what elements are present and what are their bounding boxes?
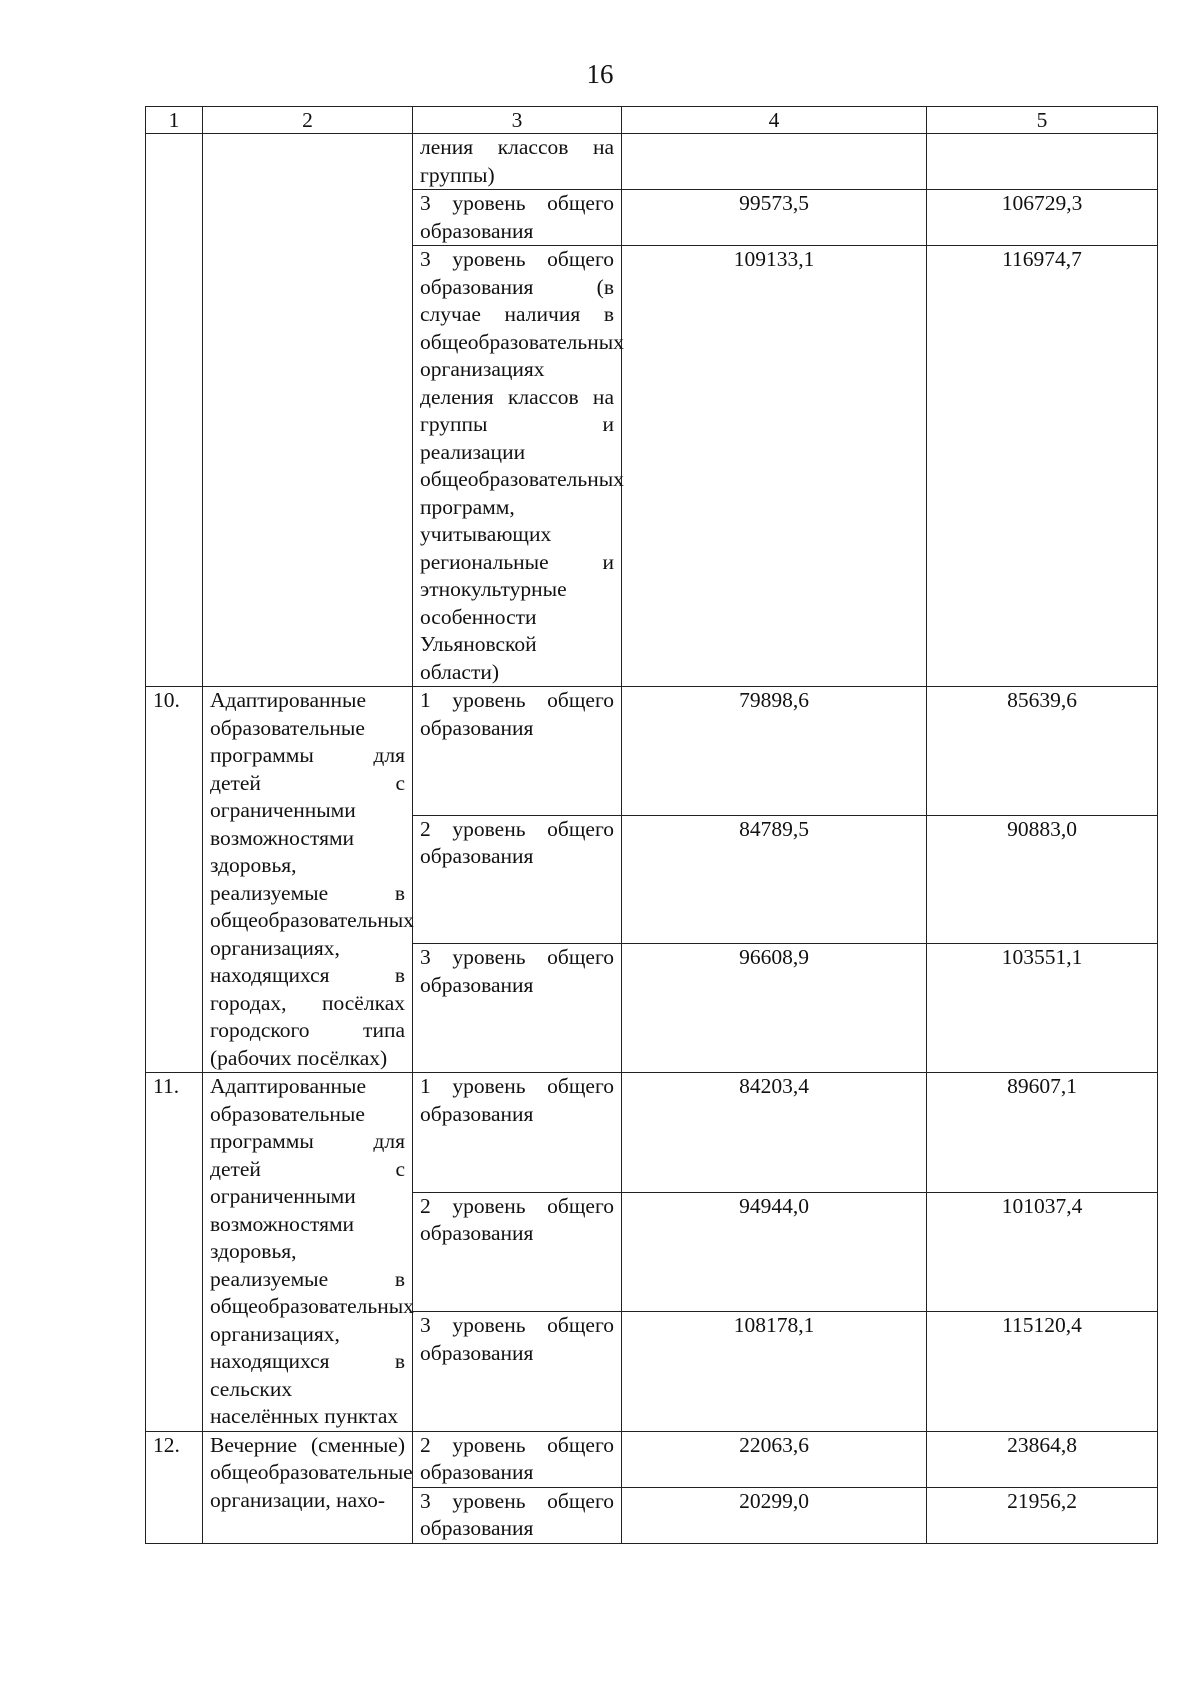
value-col4-cell: 109133,1 bbox=[622, 246, 927, 687]
value-col4-cell: 108178,1 bbox=[622, 1312, 927, 1432]
row-number-cell: 10. bbox=[146, 687, 203, 1073]
level-cell: 2 уровень общего образования bbox=[413, 815, 622, 944]
program-cell bbox=[203, 134, 413, 687]
value-col5-cell: 116974,7 bbox=[927, 246, 1158, 687]
level-cell: 3 уровень общего образования bbox=[413, 944, 622, 1073]
column-header-4: 4 bbox=[622, 107, 927, 134]
value-col5-cell: 103551,1 bbox=[927, 944, 1158, 1073]
value-col4-cell: 22063,6 bbox=[622, 1431, 927, 1487]
column-header-3: 3 bbox=[413, 107, 622, 134]
value-col5-cell: 115120,4 bbox=[927, 1312, 1158, 1432]
table-row bbox=[146, 134, 1158, 190]
program-cell: Адаптированные образовательные программы для детей с ограниченными возможностями здоровья, реализуемые в общеобразовательных организациях, находящихся в сельских населённых пунктах bbox=[203, 1073, 413, 1432]
value-col4-cell: 99573,5 bbox=[622, 190, 927, 246]
value-col5-cell: 90883,0 bbox=[927, 815, 1158, 944]
value-col5-cell: 23864,8 bbox=[927, 1431, 1158, 1487]
level-cell: ления классов на группы) bbox=[413, 134, 622, 190]
program-cell: Вечерние (сменные) общеобразовательные организации, нахо- bbox=[203, 1431, 413, 1543]
value-col4-cell: 96608,9 bbox=[622, 944, 927, 1073]
level-cell: 2 уровень общего образования bbox=[413, 1192, 622, 1312]
value-col4-cell: 84789,5 bbox=[622, 815, 927, 944]
column-header-1: 1 bbox=[146, 107, 203, 134]
value-col5-cell: 106729,3 bbox=[927, 190, 1158, 246]
header-row bbox=[146, 107, 1158, 134]
program-cell: Адаптированные образовательные программы для детей с ограниченными возможностями здоровья, реализуемые в общеобразовательных организациях, находящихся в городах, посёлках городского типа (рабочих посёлках) bbox=[203, 687, 413, 1073]
value-col5-cell: 89607,1 bbox=[927, 1073, 1158, 1193]
value-col4-cell: 94944,0 bbox=[622, 1192, 927, 1312]
column-header-2: 2 bbox=[203, 107, 413, 134]
value-col5-cell: 101037,4 bbox=[927, 1192, 1158, 1312]
table-row bbox=[146, 1431, 1158, 1487]
level-cell: 1 уровень общего образования bbox=[413, 1073, 622, 1193]
value-col4-cell bbox=[622, 134, 927, 190]
level-cell: 2 уровень общего образования bbox=[413, 1431, 622, 1487]
level-cell: 1 уровень общего образования bbox=[413, 687, 622, 816]
value-col5-cell bbox=[927, 134, 1158, 190]
row-number-cell bbox=[146, 134, 203, 687]
value-col4-cell: 84203,4 bbox=[622, 1073, 927, 1193]
level-cell: 3 уровень общего образования (в случае наличия в общеобразовательных организациях деления классов на группы и реализации общеобразовательных программ, учитывающих региональные и этнокультурные особенности Ульяновской области) bbox=[413, 246, 622, 687]
value-col4-cell: 20299,0 bbox=[622, 1487, 927, 1543]
level-cell: 3 уровень общего образования bbox=[413, 1487, 622, 1543]
table-row bbox=[146, 687, 1158, 816]
column-header-5: 5 bbox=[927, 107, 1158, 134]
table-row bbox=[146, 1073, 1158, 1193]
tariff-table bbox=[145, 106, 1158, 1544]
level-cell: 3 уровень общего образования bbox=[413, 1312, 622, 1432]
row-number-cell: 11. bbox=[146, 1073, 203, 1432]
row-number-cell: 12. bbox=[146, 1431, 203, 1543]
value-col5-cell: 85639,6 bbox=[927, 687, 1158, 816]
page-number: 16 bbox=[586, 59, 614, 89]
value-col5-cell: 21956,2 bbox=[927, 1487, 1158, 1543]
level-cell: 3 уровень общего образования bbox=[413, 190, 622, 246]
value-col4-cell: 79898,6 bbox=[622, 687, 927, 816]
